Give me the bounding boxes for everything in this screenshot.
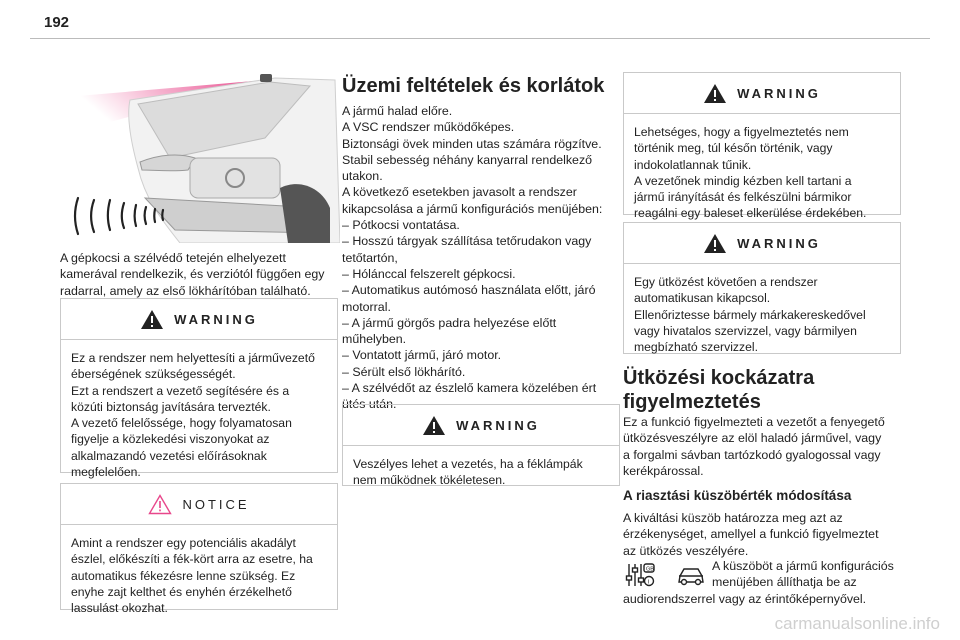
warning-text-line: Egy ütközést követően a rendszer [634, 275, 818, 289]
header-divider [30, 38, 930, 39]
list-item: – A jármű görgős padra helyezése előtt [342, 315, 557, 330]
warning-text-line: Veszélyes lehet a vezetés, ha a féklámpák [353, 457, 583, 471]
warning-title: WARNING [737, 85, 821, 101]
warning-box-driver-attention [60, 298, 338, 480]
body-line: Ez a funkció figyelmezteti a vezetőt a fenyegető [623, 415, 885, 429]
caption-line: kamerával rendelkezik, és verziótól függően egy [60, 267, 325, 282]
svg-text:i: i [647, 579, 650, 586]
notice-box-brake-preparation [60, 483, 338, 616]
warning-triangle-icon [703, 83, 727, 104]
warning-triangle-icon [140, 309, 164, 330]
camera-icon [260, 74, 272, 82]
body-line: kerékpárossal. [623, 463, 704, 478]
warning-text-line: jármű irányítását és felkészülni bármikor [634, 190, 852, 205]
notice-header [61, 484, 337, 525]
warning-text-line: reagálni egy baleset elkerülése érdekében. [634, 206, 867, 221]
warning-text-line: A vezetőnek mindig kézben kell tartani a [634, 173, 852, 188]
threshold-text [623, 510, 913, 559]
warning-text-line: Lehetséges, hogy a figyelmeztetés nem [634, 125, 849, 139]
body-line: A jármű halad előre. [342, 104, 453, 118]
list-item: – Hosszú tárgyak szállítása tetőrudakon vagy [342, 234, 592, 249]
body-line: A következő esetekben javasolt a rendszer [342, 185, 577, 200]
warning-text-line: indokolatlannak tűnik. [634, 157, 752, 172]
section-heading-collision-risk [623, 366, 814, 414]
body-line: kikapcsolása a jármű konfigurációs menüjében: [342, 201, 603, 216]
camera-radar-caption [60, 250, 345, 299]
settings-sliders-icon [625, 562, 655, 588]
warning-text-line: vagy hivatalos szervizzel, vagy bármilyen [634, 323, 857, 338]
list-item: – Automatikus autómosó használata előtt, járó [342, 283, 596, 298]
notice-text-line: lassulást okozhat. [71, 601, 168, 616]
list-item: – Vontatott jármű, járó motor. [342, 348, 502, 363]
list-item: – A szélvédőt az észlelő kamera közelében ért [342, 381, 597, 396]
list-item: ütés után. [342, 397, 397, 412]
list-item: motorral. [342, 299, 391, 314]
car-sensor-illustration [60, 58, 340, 243]
body-line: Biztonsági övek minden utas számára rögzítve. [342, 136, 602, 151]
list-item: tetőtartón, [342, 250, 398, 265]
body-line: A küszöböt a jármű konfigurációs [712, 559, 894, 573]
config-text-end [623, 591, 913, 607]
svg-text:GB: GB [646, 566, 654, 573]
grille [190, 158, 280, 198]
body-line: az ütközés veszélyére. [623, 543, 749, 558]
warning-text-line: alkalmazandó vezetési előírásoknak [71, 448, 267, 463]
warning-title: WARNING [737, 235, 821, 251]
warning-title: WARNING [456, 417, 540, 433]
list-item: – Pótkocsi vontatása. [342, 218, 460, 233]
notice-title: NOTICE [182, 496, 250, 512]
config-text [712, 558, 912, 591]
list-item: műhelyben. [342, 332, 407, 347]
warning-text-line: nem működnek tökéletesen. [353, 473, 506, 488]
warning-header [343, 405, 619, 446]
body-line: a forgalmi sávban tartózkodó gyalogossal vagy [623, 447, 881, 462]
heading-line: figyelmeztetés [623, 391, 761, 413]
page-number: 192 [44, 14, 70, 31]
warning-header [624, 223, 900, 264]
body-line: audiorendszerrel vagy az érintőképernyővel. [623, 592, 867, 606]
warning-text-line: A vezető felelőssége, hogy folyamatosan [71, 416, 292, 431]
body-line: Stabil sebesség néhány kanyarral rendelkező [342, 152, 593, 167]
warning-text-line: automatikusan kikapcsol. [634, 291, 771, 306]
notice-text-line: észlel, előkészíti a fék-kört arra az esetre, ha [71, 552, 313, 567]
caption-line: A gépkocsi a szélvédő tetején elhelyezett [60, 251, 286, 265]
body-line: érzékenységet, amellyel a funkció figyelmeztet [623, 527, 879, 542]
list-item: – Hólánccal felszerelt gépkocsi. [342, 266, 516, 281]
warning-title: WARNING [174, 311, 258, 327]
body-line: menüjében állíthatja be az [712, 575, 857, 590]
warning-text-line: Ellenőriztesse bármely márkakereskedővel [634, 307, 866, 322]
notice-text-line: Amint a rendszer egy potenciális akadályt [71, 536, 296, 550]
warning-text-line: figyelje a közlekedési viszonyokat az [71, 432, 270, 447]
list-item: – Sérült első lökhárító. [342, 364, 466, 379]
warning-header [624, 73, 900, 114]
warning-text-line: megbízható szervizzel. [634, 340, 758, 355]
body-line: ütközésveszélyre az elöl haladó járművel, vagy [623, 431, 882, 446]
notice-text-line: automatikus fékezésre lenne szükség. Ez [71, 568, 296, 583]
body-line: utakon. [342, 169, 383, 184]
warning-box-brake-lights [342, 404, 620, 486]
section-heading-operating-conditions: Üzemi feltételek és korlátok [342, 75, 605, 97]
warning-text-line: Ez a rendszer nem helyettesíti a járművezető [71, 351, 315, 365]
warning-text-line: éberségének szükségességét. [71, 367, 236, 382]
warning-box-late-alert [623, 72, 901, 221]
warning-text-line: közúti biztonság javítására tervezték. [71, 399, 271, 414]
heading-line: Ütközési kockázatra [623, 367, 815, 389]
operating-conditions-text [342, 103, 627, 413]
body-line: A kiváltási küszöb határozza meg azt az [623, 511, 843, 525]
caption-line: radarral, amely az első lökhárítóban található. [60, 283, 311, 298]
warning-text-line: megfelelően. [71, 465, 141, 480]
subheading-alert-threshold: A riasztási küszöbérték módosítása [623, 488, 852, 503]
warning-text-line: történik meg, túl későn történik, vagy [634, 141, 833, 156]
car-settings-icon [676, 566, 706, 586]
warning-box-after-collision [623, 222, 901, 354]
notice-triangle-icon [148, 494, 172, 515]
body-line: A VSC rendszer működőképes. [342, 120, 515, 135]
notice-text-line: enyhe zajt kelthet és enyhén érzékelhető [71, 584, 292, 599]
warning-triangle-icon [422, 415, 446, 436]
collision-risk-intro [623, 414, 913, 479]
warning-text-line: Ezt a rendszert a vezető segítésére és a [71, 383, 290, 398]
warning-triangle-icon [703, 233, 727, 254]
watermark: carmanualsonline.info [774, 614, 940, 633]
warning-header [61, 299, 337, 340]
